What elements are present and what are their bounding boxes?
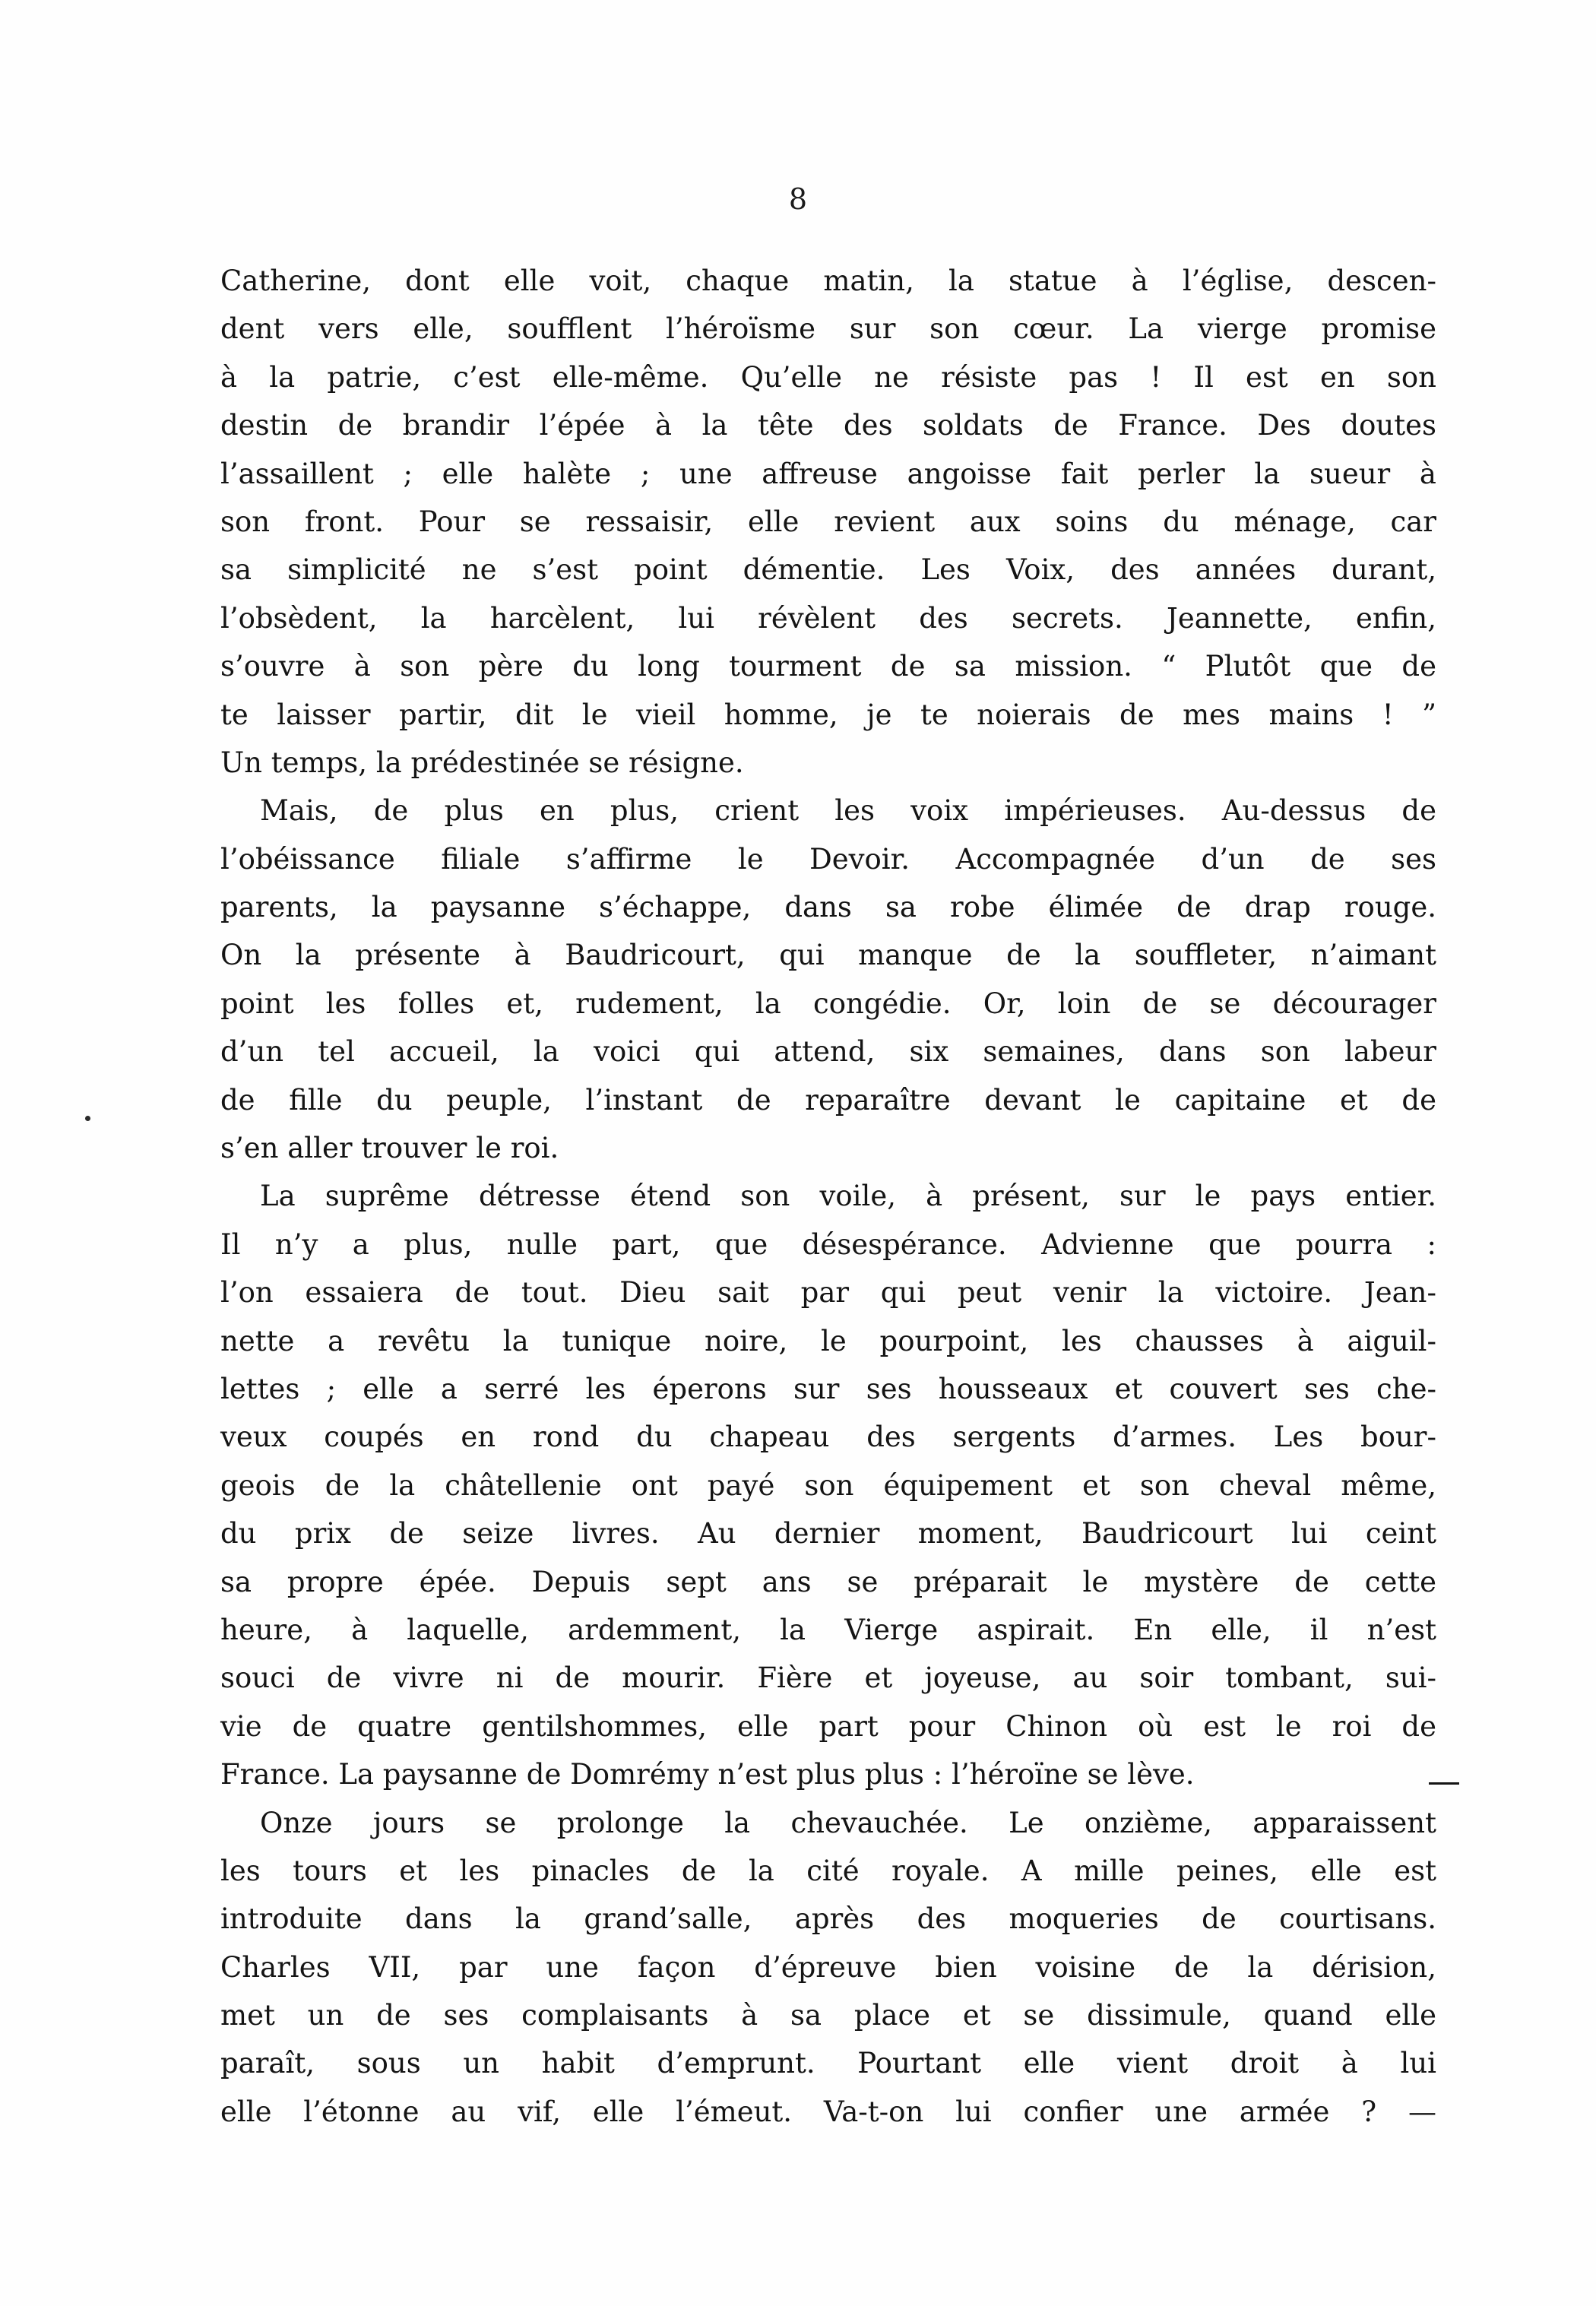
text-line: souci de vivre ni de mourir. Fière et joyeuse, au soir tombant, sui- (220, 1661, 1436, 1695)
text-line: les tours et les pinacles de la cité royale. A mille peines, elle est (220, 1854, 1436, 1887)
text-line: s’ouvre à son père du long tourment de sa mission. “ Plutôt que de (220, 650, 1436, 683)
text-line: s’en aller trouver le roi. (220, 1132, 559, 1165)
text-line: sa propre épée. Depuis sept ans se préparait le mystère de cette (220, 1565, 1436, 1598)
text-line: La suprême détresse étend son voile, à présent, sur le pays entier. (260, 1180, 1436, 1213)
text-line: Charles VII, par une façon d’épreuve bien voisine de la dérision, (220, 1950, 1436, 1984)
text-line: On la présente à Baudricourt, qui manque de la souffleter, n’aimant (220, 939, 1436, 972)
text-line: heure, à laquelle, ardemment, la Vierge aspirait. En elle, il n’est (220, 1613, 1436, 1646)
text-line: d’un tel accueil, la voici qui attend, six semaines, dans son labeur (220, 1035, 1436, 1069)
body-text (220, 257, 1436, 2136)
text-line: vie de quatre gentilshommes, elle part pour Chinon où est le roi de (220, 1709, 1436, 1743)
text-line: de fille du peuple, l’instant de reparaître devant le capitaine et de (220, 1083, 1436, 1117)
text-line: paraît, sous un habit d’emprunt. Pourtant elle vient droit à lui (220, 2047, 1436, 2080)
text-line: parents, la paysanne s’échappe, dans sa robe élimée de drap rouge. (220, 891, 1436, 924)
text-line: Onze jours se prolonge la chevauchée. Le onzième, apparaissent (260, 1806, 1436, 1839)
margin-dash (1429, 1782, 1459, 1785)
text-line: geois de la châtellenie ont payé son équipement et son cheval même, (220, 1468, 1436, 1502)
text-line: à la patrie, c’est elle-même. Qu’elle ne résiste pas ! Il est en son (220, 360, 1436, 394)
text-line: introduite dans la grand’salle, après des moqueries de courtisans. (220, 1902, 1436, 1936)
text-line: l’obéissance filiale s’affirme le Devoir. Accompagnée d’un de ses (220, 842, 1436, 876)
text-line: l’on essaiera de tout. Dieu sait par qui peut venir la victoire. Jean- (220, 1276, 1436, 1310)
text-line: du prix de seize livres. Au dernier moment, Baudricourt lui ceint (220, 1517, 1436, 1551)
text-line: destin de brandir l’épée à la tête des soldats de France. Des doutes (220, 409, 1436, 442)
text-line: veux coupés en rond du chapeau des sergents d’armes. Les bour- (220, 1421, 1436, 1454)
text-line: lettes ; elle a serré les éperons sur ses housseaux et couvert ses che- (220, 1372, 1436, 1405)
text-line: elle l’étonne au vif, elle l’émeut. Va-t-on lui confier une armée ? — (220, 2095, 1436, 2128)
text-line: son front. Pour se ressaisir, elle revient aux soins du ménage, car (220, 505, 1436, 538)
text-line: nette a revêtu la tunique noire, le pourpoint, les chausses à aiguil- (220, 1324, 1436, 1357)
text-line: point les folles et, rudement, la congédie. Or, loin de se décourager (220, 987, 1436, 1020)
margin-mark (85, 1116, 90, 1121)
text-line: l’obsèdent, la harcèlent, lui révèlent des secrets. Jeannette, enfin, (220, 601, 1436, 635)
text-line: Un temps, la prédestinée se résigne. (220, 746, 744, 779)
text-line: dent vers elle, soufflent l’héroïsme sur son cœur. La vierge promise (220, 312, 1436, 346)
text-line: Catherine, dont elle voit, chaque matin, la statue à l’église, descen- (220, 264, 1436, 297)
text-line: te laisser partir, dit le vieil homme, je te noierais de mes mains ! ” (220, 698, 1436, 731)
text-line: France. La paysanne de Domrémy n’est plus plus : l’héroïne se lève. (220, 1758, 1195, 1791)
text-line: met un de ses complaisants à sa place et se dissimule, quand elle (220, 1999, 1436, 2032)
text-line: Il n’y a plus, nulle part, que désespérance. Advienne que pourra : (220, 1227, 1436, 1261)
page-number: 8 (788, 182, 808, 216)
text-line: Mais, de plus en plus, crient les voix impérieuses. Au-dessus de (260, 794, 1436, 828)
text-line: l’assaillent ; elle halète ; une affreuse angoisse fait perler la sueur à (220, 457, 1436, 490)
text-line: sa simplicité ne s’est point démentie. Les Voix, des années durant, (220, 553, 1436, 587)
